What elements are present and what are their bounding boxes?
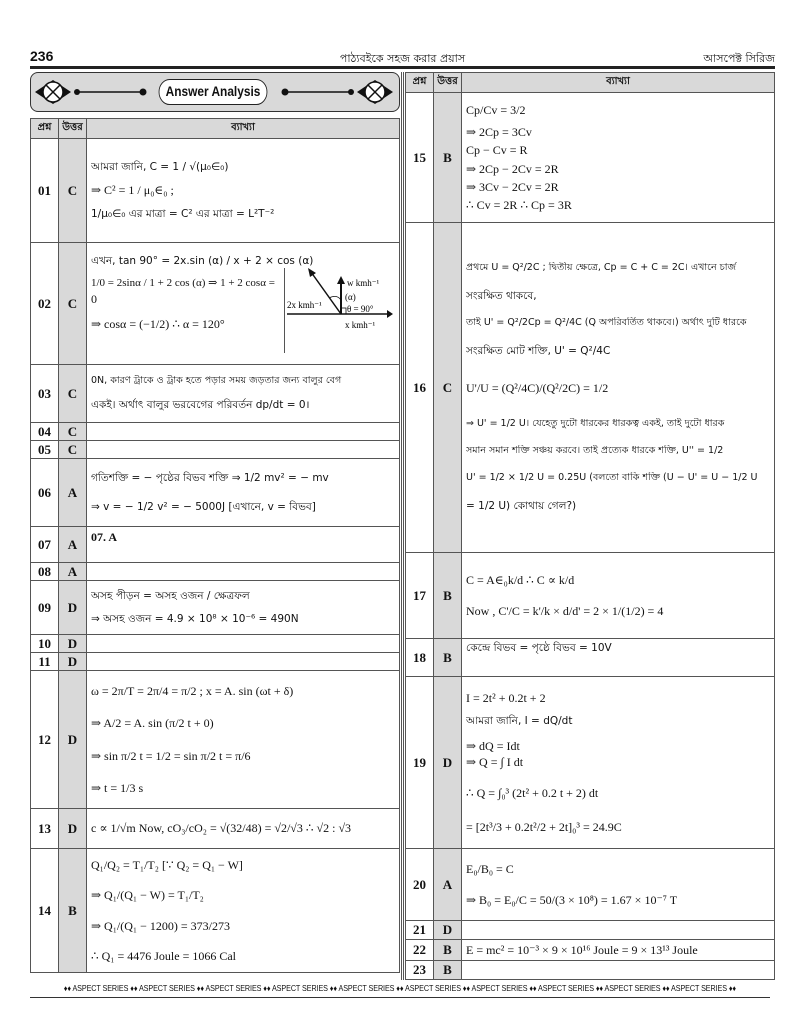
explanation-line: ⇒ cosα = (−1/2) ∴ α = 120°	[91, 316, 225, 331]
table-row	[406, 961, 775, 980]
table-header-row	[31, 119, 400, 139]
table-row	[406, 223, 775, 553]
explanation-line: ⇒ অসহ ওজন = 4.9 × 10⁸ × 10⁻⁶ = 490N	[91, 612, 299, 625]
left-column	[30, 72, 400, 973]
explanation-cell	[462, 940, 775, 961]
explanation-line: ⇒ t = 1/3 s	[91, 780, 144, 795]
question-number: 15	[406, 93, 434, 223]
question-number: 01	[31, 139, 59, 243]
question-number: 12	[31, 671, 59, 809]
answer-letter: C	[59, 243, 87, 365]
x-label: x kmh⁻¹	[345, 320, 376, 331]
explanation-line: ⇒ C² = 1 / μ₀∈₀ ;	[91, 183, 174, 198]
explanation-cell	[87, 849, 400, 973]
answer-table-right	[405, 72, 775, 980]
explanation-line: আমরা জানি, I = dQ/dt	[466, 715, 573, 728]
alpha-label: (α)	[345, 292, 356, 303]
explanation-line: ⇒ B₀ = E₀/C = 50/(3 × 10⁸) = 1.67 × 10⁻⁷ T	[466, 892, 678, 907]
question-number: 18	[406, 639, 434, 677]
answer-letter: A	[59, 527, 87, 563]
explanation-line: ∴ Q₁ = 4476 Joule = 1066 Cal	[91, 948, 237, 963]
explanation-line: I = 2t² + 0.2t + 2	[466, 690, 546, 705]
answer-letter: B	[434, 93, 462, 223]
table-row	[31, 563, 400, 581]
table-row	[31, 635, 400, 653]
explanation-cell	[87, 243, 400, 365]
answer-letter: C	[59, 365, 87, 423]
header-answer: উত্তর	[434, 73, 462, 93]
explanation-cell	[87, 441, 400, 459]
answer-letter: B	[434, 961, 462, 980]
question-number: 13	[31, 809, 59, 849]
explanation-line: প্রথমে U = Q²/2C ; দ্বিতীয় ক্ষেত্রে, Cp = C + C = 2C। এখানে চার্জ	[466, 262, 737, 274]
explanation-cell	[87, 423, 400, 441]
explanation-line: = 1/2 U) কোথায় গেল?)	[466, 499, 577, 512]
explanation-line: ⇒ Q₁/(Q₁ − 1200) = 373/273	[91, 918, 230, 933]
w-label: w kmh⁻¹	[347, 278, 380, 289]
table-row	[406, 921, 775, 940]
answer-letter: B	[434, 940, 462, 961]
table-row	[406, 849, 775, 921]
question-number: 21	[406, 921, 434, 940]
answer-letter: D	[434, 677, 462, 849]
explanation-line: Now , C'/C = k'/k × d/d' = 2 × 1/(1/2) = 4	[466, 603, 664, 618]
explanation-cell	[462, 961, 775, 980]
explanation-line: 0	[91, 292, 97, 307]
explanation-cell	[462, 921, 775, 940]
column-divider	[401, 72, 404, 980]
table-row	[406, 677, 775, 849]
explanation-line: 0N, কারণ ট্রাকে ও ট্রাক হতে পড়ার সময় জড়তার জন্য বালুর বেগ	[91, 375, 342, 386]
table-row	[31, 671, 400, 809]
page-header	[30, 48, 775, 68]
table-row	[31, 581, 400, 635]
answer-letter: B	[434, 553, 462, 639]
explanation-line: ⇒ A/2 = A. sin (π/2 t + 0)	[91, 716, 214, 731]
table-row	[31, 809, 400, 849]
answer-letter: C	[59, 441, 87, 459]
table-row	[406, 553, 775, 639]
table-row	[31, 243, 400, 365]
explanation-line: ⇒ sin π/2 t = 1/2 = sin π/2 t = π/6	[91, 748, 251, 763]
table-row	[31, 441, 400, 459]
table-row	[31, 139, 400, 243]
explanation-line: Cp/Cv = 3/2	[466, 102, 526, 117]
banner-title: Answer Analysis	[159, 79, 268, 105]
explanation-line: সমান সমান শক্তি সঞ্চয় করবে। তাই প্রত্যেক ধারকে শক্তি, U'' = 1/2	[466, 445, 724, 457]
theta-label: θ = 90°	[347, 304, 374, 315]
table-row	[31, 527, 400, 563]
table-row	[31, 849, 400, 973]
explanation-line: ⇒ dQ = Idt	[466, 739, 520, 754]
header-title: পাঠ্যবইকে সহজ করার প্রয়াস	[339, 52, 466, 65]
table-row	[406, 93, 775, 223]
2x-label: 2x kmh⁻¹	[287, 300, 322, 311]
table-header-row	[406, 73, 775, 93]
footer-banner: ♦♦ ASPECT SERIES ♦♦ ASPECT SERIES ♦♦ ASPECT SERIES ♦♦ ASPECT SERIES ♦♦ ASPECT SERIES ♦♦ ASPECT SERIES ♦♦ ASPECT SERIES ♦♦ ASPECT SERIES ♦♦ ASPECT SERIES ♦♦ ASPECT SERIES ♦♦	[63, 984, 737, 993]
explanation-cell	[87, 635, 400, 653]
answer-letter: C	[59, 423, 87, 441]
question-number: 03	[31, 365, 59, 423]
explanation-line: 07. A	[91, 530, 118, 544]
explanation-cell	[87, 653, 400, 671]
explanation-line: 1/0 = 2sinα / 1 + 2 cos (α) ⇒ 1 + 2 cosα =	[91, 277, 275, 290]
header-question: প্রশ্ন	[406, 73, 434, 93]
explanation-line: কেন্দ্রে বিভব = পৃষ্ঠে বিভব = 10V	[466, 642, 612, 654]
explanation-cell	[462, 639, 775, 677]
explanation-line: তাই U' = Q²/2Cp = Q²/4C (Q অপরিবর্তিত থাকবে।) অর্থাৎ দুটি ধারকে	[466, 317, 747, 329]
explanation-line: U' = 1/2 × 1/2 U = 0.25U (বলতো বাকি শক্তি (U − U' = U − 1/2 U	[466, 471, 758, 483]
explanation-line: c ∝ 1/√m Now, cO₃/cO₂ = √(32/48) = √2/√3 ∴ √2 : √3	[91, 821, 352, 836]
header-question: প্রশ্ন	[31, 119, 59, 139]
explanation-cell	[87, 527, 400, 563]
question-number: 19	[406, 677, 434, 849]
explanation-line: অসহ পীড়ন = অসহ ওজন / ক্ষেত্রফল	[91, 590, 250, 603]
explanation-line: সংরক্ষিত থাকবে,	[466, 289, 537, 302]
explanation-line: 1/μ₀∈₀ এর মাত্রা = C² এর মাত্রা = L²T⁻²	[91, 207, 275, 220]
explanation-cell	[462, 223, 775, 553]
question-number: 10	[31, 635, 59, 653]
question-number: 04	[31, 423, 59, 441]
table-row	[31, 423, 400, 441]
answer-letter: A	[434, 849, 462, 921]
explanation-line: ⇒ v = − 1/2 v² = − 5000J [এখানে, v = বিভব]	[91, 500, 316, 513]
explanation-line: ω = 2π/T = 2π/4 = π/2 ; x = A. sin (ωt + δ)	[91, 684, 294, 699]
right-diamond-icon	[357, 80, 393, 104]
explanation-line: ∴ Q = ∫₀³ (2t² + 0.2 t + 2) dt	[466, 785, 599, 800]
explanation-line: গতিশক্তি = − পৃষ্ঠের বিভব শক্তি ⇒ 1/2 mv² = − mv	[91, 472, 329, 485]
explanation-line: U'/U = (Q²/4C)/(Q²/2C) = 1/2	[466, 381, 609, 396]
answer-letter: B	[434, 639, 462, 677]
answer-letter: A	[59, 563, 87, 581]
explanation-cell	[87, 581, 400, 635]
explanation-cell	[462, 93, 775, 223]
table-row	[31, 365, 400, 423]
question-number: 16	[406, 223, 434, 553]
series-name: আসপেক্ট সিরিজ	[703, 52, 775, 65]
explanation-line: আমরা জানি, C = 1 / √(μ₀∈₀)	[91, 161, 229, 174]
velocity-vector-diagram	[285, 268, 395, 352]
question-number: 08	[31, 563, 59, 581]
question-number: 14	[31, 849, 59, 973]
answer-letter: C	[434, 223, 462, 553]
footer-rule	[30, 997, 770, 998]
left-diamond-icon	[35, 80, 71, 104]
table-row	[31, 459, 400, 527]
explanation-line: ⇒ 2Cp = 3Cv	[466, 125, 532, 140]
right-column	[405, 72, 775, 980]
explanation-line: ⇒ 2Cp − 2Cv = 2R	[466, 161, 559, 176]
table-row	[31, 653, 400, 671]
explanation-line: এখন, tan 90° = 2x.sin (α) / x + 2 × cos (α)	[91, 255, 314, 268]
question-number: 06	[31, 459, 59, 527]
question-number: 07	[31, 527, 59, 563]
question-number: 17	[406, 553, 434, 639]
answer-letter: A	[59, 459, 87, 527]
question-number: 09	[31, 581, 59, 635]
header-explanation: ব্যাখ্যা	[87, 119, 400, 139]
header-answer: উত্তর	[59, 119, 87, 139]
explanation-line: Cp − Cv = R	[466, 143, 528, 158]
table-row	[406, 940, 775, 961]
answer-analysis-banner	[30, 72, 400, 112]
answer-letter: D	[59, 671, 87, 809]
answer-letter: D	[59, 653, 87, 671]
answer-letter: D	[59, 809, 87, 849]
explanation-cell	[87, 671, 400, 809]
explanation-line: = [2t³/3 + 0.2t²/2 + 2t]₀³ = 24.9C	[466, 819, 622, 834]
explanation-line: E₀/B₀ = C	[466, 862, 514, 877]
question-number: 02	[31, 243, 59, 365]
header-explanation: ব্যাখ্যা	[462, 73, 775, 93]
explanation-line: একই। অর্থাৎ বালুর ভরবেগের পরিবর্তন dp/dt = 0।	[91, 398, 310, 411]
page-number: 236	[30, 48, 54, 64]
explanation-line: ⇒ Q₁/(Q₁ − W) = T₁/T₂	[91, 888, 204, 903]
explanation-cell	[87, 139, 400, 243]
question-number: 22	[406, 940, 434, 961]
explanation-cell	[462, 849, 775, 921]
answer-letter: D	[434, 921, 462, 940]
table-row	[406, 639, 775, 677]
question-number: 23	[406, 961, 434, 980]
explanation-cell	[87, 809, 400, 849]
question-number: 11	[31, 653, 59, 671]
question-number: 20	[406, 849, 434, 921]
explanation-cell	[462, 677, 775, 849]
header-rule	[30, 66, 775, 69]
answer-letter: B	[59, 849, 87, 973]
explanation-line: Q₁/Q₂ = T₁/T₂ [∵ Q₂ = Q₁ − W]	[91, 858, 243, 873]
explanation-line: সংরক্ষিত মোট শক্তি, U' = Q²/4C	[466, 344, 611, 357]
explanation-line: C = A∈₀k/d ∴ C ∝ k/d	[466, 573, 575, 588]
explanation-line: ∴ Cv = 2R ∴ Cp = 3R	[466, 197, 572, 212]
explanation-cell	[462, 553, 775, 639]
question-number: 05	[31, 441, 59, 459]
explanation-line: E = mc² = 10⁻³ × 9 × 10¹⁶ Joule = 9 × 13¹³ Joule	[466, 943, 698, 957]
explanation-line: ⇒ Q = ∫ I dt	[466, 755, 524, 770]
explanation-cell	[87, 459, 400, 527]
explanation-cell	[87, 563, 400, 581]
answer-letter: C	[59, 139, 87, 243]
answer-letter: D	[59, 581, 87, 635]
answer-letter: D	[59, 635, 87, 653]
answer-table-left	[30, 118, 400, 973]
explanation-line: ⇒ 3Cv − 2Cv = 2R	[466, 179, 559, 194]
explanation-cell	[87, 365, 400, 423]
explanation-line: ⇒ U' = 1/2 U। যেহেতু দুটো ধারকের ধারকত্ব একই, তাই দুটো ধারক	[466, 418, 725, 430]
